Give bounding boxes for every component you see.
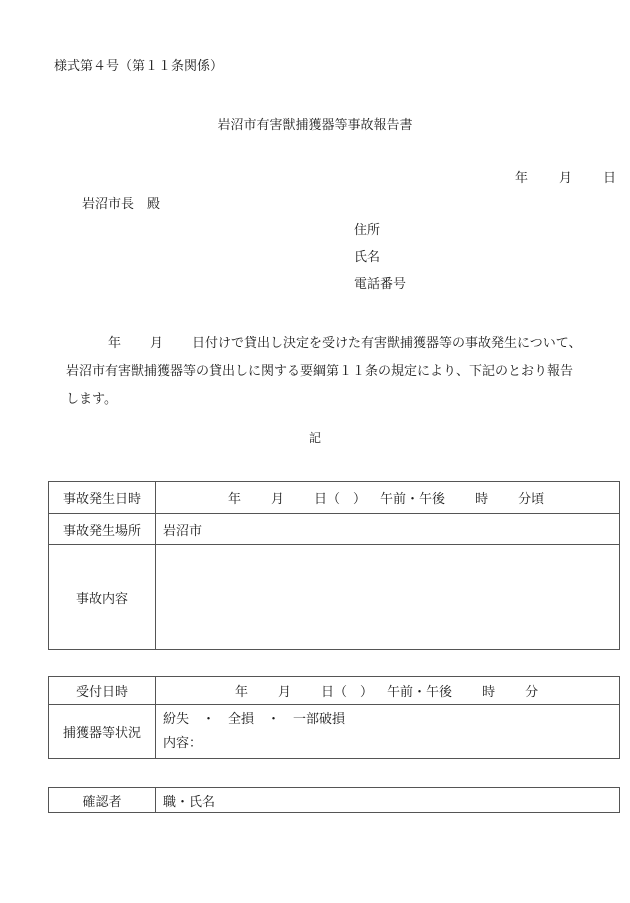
accident-content-field[interactable]: [156, 545, 620, 650]
reception-table: [48, 676, 620, 759]
reception-minute: 分: [525, 685, 539, 700]
report-date: [515, 172, 616, 185]
accident-date-field[interactable]: [156, 482, 620, 514]
confirmer-label: 確認者: [49, 788, 156, 813]
accident-place-label: 事故発生場所: [49, 514, 156, 545]
accident-month: 月: [271, 492, 285, 507]
addressee: 岩沼市長 殿: [82, 197, 161, 212]
report-body: [66, 330, 614, 414]
body-line-1-text: 日付けで貸出し決定を受けた有害獣捕獲器等の事故発生について、: [192, 336, 582, 351]
report-date-year: 年: [515, 171, 529, 186]
reception-hour: 時: [482, 685, 496, 700]
body-year: 年: [108, 336, 122, 351]
accident-minute: 分頃: [518, 492, 545, 507]
confirmer-field[interactable]: 職・氏名: [156, 788, 620, 813]
reception-ampm: 午前・午後: [387, 685, 453, 700]
equipment-status-options[interactable]: 紛失 ・ 全損 ・ 一部破損: [163, 711, 346, 727]
accident-date-label: 事故発生日時: [49, 482, 156, 514]
reception-date-label: 受付日時: [49, 677, 156, 705]
equipment-status-content[interactable]: 内容：: [163, 735, 203, 751]
form-number: 様式第４号（第１１条関係）: [54, 59, 224, 74]
reception-month: 月: [278, 685, 292, 700]
ki-marker: 記: [308, 431, 321, 445]
report-date-day: 日: [603, 171, 617, 186]
accident-year: 年: [228, 492, 242, 507]
reception-year: 年: [235, 685, 249, 700]
applicant-phone-label: 電話番号: [354, 277, 407, 292]
accident-day: 日（ ）: [314, 492, 367, 507]
body-line-2: 岩沼市有害獣捕獲器等の貸出しに関する要綱第１１条の規定により、下記のとおり報告: [66, 364, 574, 379]
body-line-1: [66, 330, 614, 358]
equipment-status-label: 捕獲器等状況: [49, 705, 156, 759]
confirmation-table: [48, 787, 620, 813]
document-title: 岩沼市有害獣捕獲器等事故報告書: [217, 118, 413, 133]
applicant-name-label: 氏名: [354, 250, 381, 265]
report-date-month: 月: [559, 171, 573, 186]
accident-table: [48, 481, 620, 650]
accident-place-field[interactable]: 岩沼市: [156, 514, 620, 545]
accident-hour: 時: [475, 492, 489, 507]
reception-day: 日（ ）: [321, 685, 374, 700]
body-month: 月: [150, 336, 164, 351]
equipment-status-field[interactable]: [156, 705, 620, 759]
accident-content-label: 事故内容: [49, 545, 156, 650]
applicant-address-label: 住所: [354, 223, 381, 238]
reception-date-field[interactable]: [156, 677, 620, 705]
body-line-3: します。: [66, 392, 117, 407]
accident-ampm: 午前・午後: [380, 492, 446, 507]
